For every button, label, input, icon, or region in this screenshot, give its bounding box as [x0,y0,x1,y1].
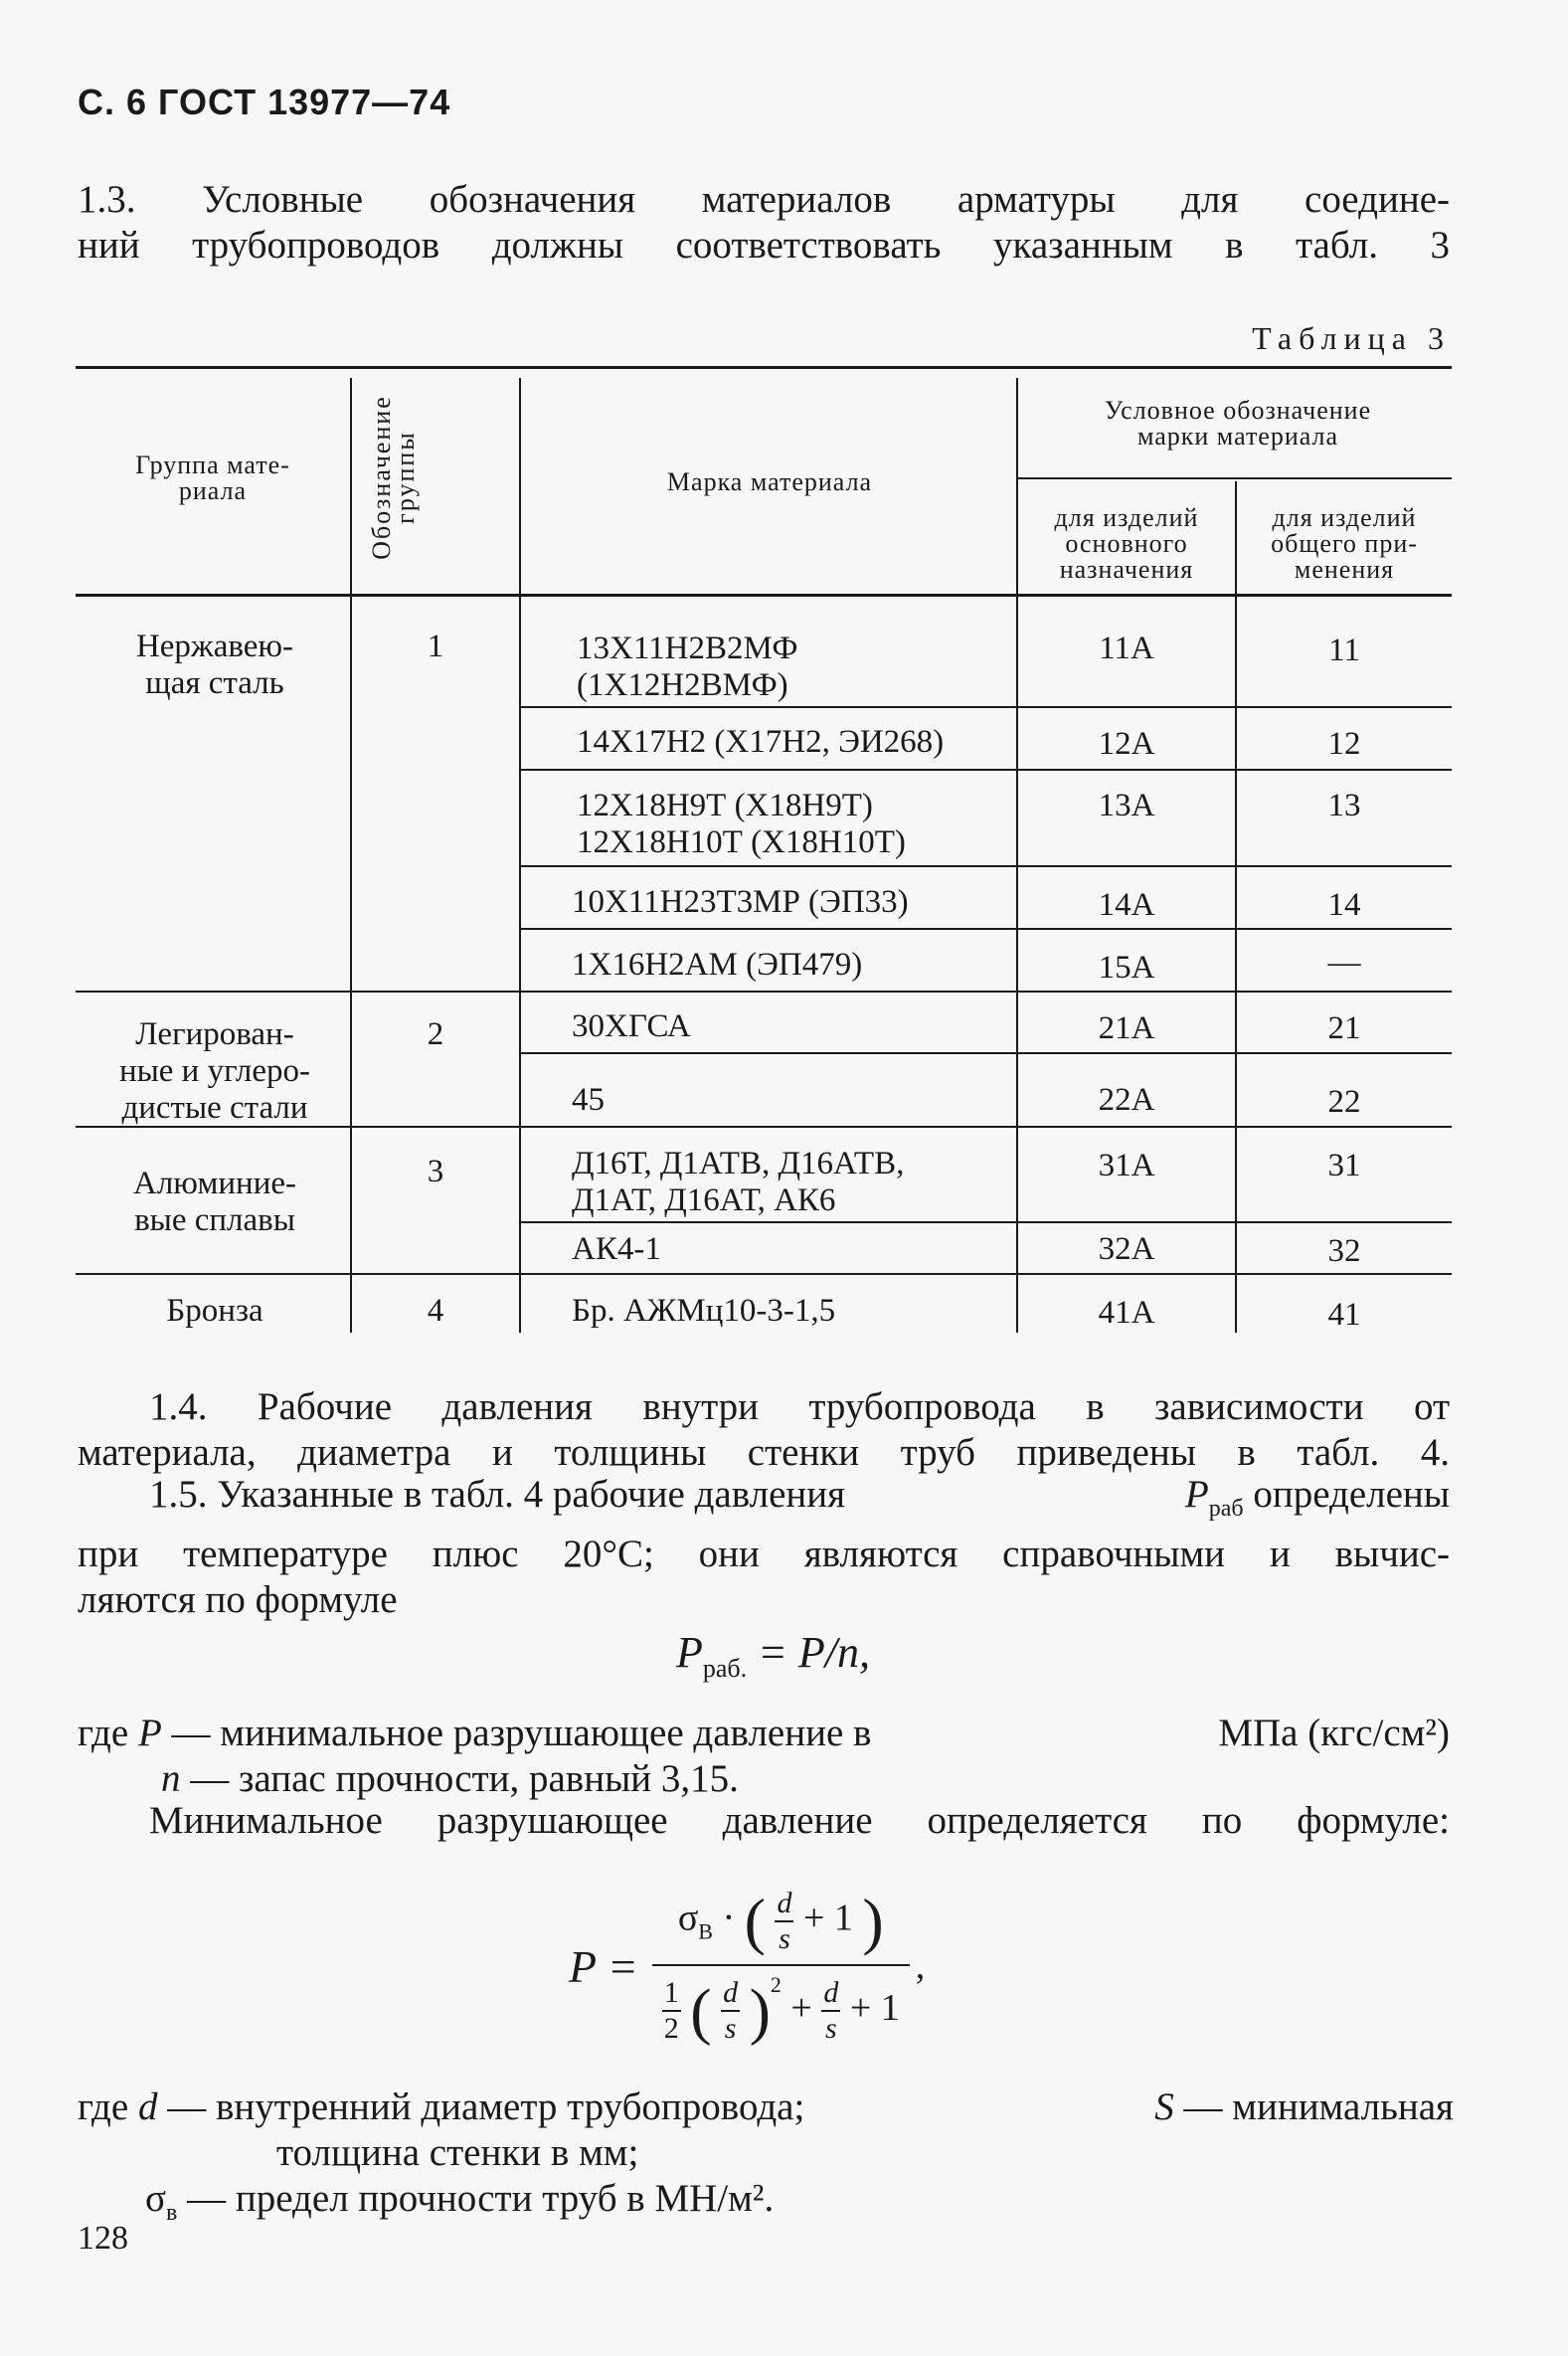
main-code: 21А [1098,1010,1155,1046]
group-name [80,1016,350,1127]
row-rule [521,706,1016,708]
standard-code: ГОСТ 13977—74 [158,82,451,122]
brand-line: 1Х16Н2АМ (ЭП479) [572,947,863,983]
row-rule [521,1052,1452,1054]
where-line [78,2084,1454,2130]
group-name-line: Нержавею- [135,629,294,664]
dot: · [722,1897,736,1939]
d-over-s [775,1887,793,1956]
frac-num: d [721,1976,740,2012]
header-line: Условное обозначение [1104,396,1372,425]
row-rule [1237,928,1452,930]
where-lead: где [78,2085,129,2128]
general-code: 41 [1327,1297,1361,1333]
row-rule [521,1221,1452,1223]
header-line: общего при- [1271,529,1418,558]
symbol-n: n [161,1757,181,1800]
paren-close: ) [862,1886,884,1956]
group-name-line: Алюминие- [132,1166,297,1201]
brand-line: Д16Т, Д1АТВ, Д16АТВ, [572,1146,905,1181]
group-name-line: Легирован- [135,1016,294,1052]
main-code: 11А [1099,631,1154,666]
frac-den: 2 [663,2012,679,2046]
where-line [78,1756,1450,1802]
brand-line: (1Х12Н2ВМФ) [577,667,788,703]
header-line: менения [1294,555,1395,584]
col-rule-2 [519,378,521,1333]
group-name-line: ные и углеро- [118,1053,311,1089]
def-p: — минимальное разрушающее давление в [171,1712,872,1754]
header-group [86,453,340,504]
header-line: риала [178,476,248,505]
paragraph-line: ляются по формуле [78,1577,398,1621]
where-text [78,1711,871,1756]
where-block-1 [78,1711,1450,1802]
main-code: 31А [1098,1148,1155,1183]
row-rule [1237,769,1452,771]
paragraph-line: 1.3. Условные обозначения материалов арматуры для соедине- [78,178,1450,221]
formula-lhs: P [676,1628,703,1677]
brand-line: Бр. АЖМц10-3-1,5 [572,1293,836,1329]
p-rab-sub: раб [1208,1495,1244,1522]
main-numerator [652,1885,910,1966]
table-row-brand [572,1293,1014,1330]
paragraph-text: определены [1253,1473,1450,1516]
d-over-s [721,1976,740,2046]
where-lead: где [78,1712,129,1754]
symbol-p: P [137,1712,162,1754]
paragraph-min-pressure [149,1798,1450,1844]
group-code: 3 [427,1154,444,1189]
paragraph-text: 1.5. Указанные в табл. 4 рабочие давления [149,1473,846,1516]
general-code: 13 [1327,788,1361,823]
row-rule [1018,865,1235,867]
paragraph-line: 1.4. Рабочие давления внутри трубопровода в зависимости от [149,1385,1450,1428]
group-rule [76,1273,1452,1275]
group-code: 4 [427,1293,444,1329]
d-over-s [821,1976,840,2046]
paren-open: ( [744,1886,766,1956]
brand-line: 30ХГСА [572,1008,691,1044]
header-conditional [1024,398,1452,450]
brand-line: 12Х18Н9Т (Х18Н9Т) [577,788,873,823]
formula-sub: раб. [702,1653,748,1683]
formula-working-pressure [676,1627,870,1684]
paragraph-1-5 [78,1472,1450,1623]
group-name-line: дистые стали [121,1090,308,1126]
table-row-brand [572,884,1014,921]
paren-open: ( [690,1975,712,2047]
square: 2 [770,1972,782,1997]
general-code: 21 [1327,1010,1361,1046]
row-rule [1237,865,1452,867]
group-name [80,1293,350,1330]
paragraph-line: ний трубопроводов должны соответствовать указанным в табл. 3 [78,224,1450,267]
general-code: 32 [1327,1233,1361,1269]
frac-den: s [779,1922,790,1955]
header-main [1020,505,1233,583]
group-code: 2 [427,1016,444,1052]
brand-line: 10Х11Н23Т3МР (ЭП33) [572,884,909,920]
frac-num: 1 [662,1976,681,2012]
row-rule [521,928,1016,930]
sigma-sub: в [166,2199,178,2226]
row-rule [1018,769,1235,771]
main-fraction [652,1885,910,2048]
group-name-line: щая сталь [145,665,284,701]
header-line: назначения [1059,555,1194,584]
frac-num: d [775,1887,793,1922]
def-d: — внутренний диаметр трубопровода; [167,2085,805,2128]
where-line [78,2176,1454,2236]
symbol-sigma: σ [145,2177,167,2220]
group-code: 1 [427,629,444,664]
row-rule [521,865,1016,867]
main-code: 15А [1098,950,1155,986]
header-line: группы [391,431,420,524]
brand-line: 13Х11Н2В2МФ [577,631,798,666]
paragraph-line [78,1472,1450,1532]
sigma-sub: В [698,1918,713,1944]
group-name [80,629,350,702]
group-rule [76,991,1452,993]
formula-rhs: = P/n, [758,1628,870,1677]
header-designation [367,363,420,592]
header-line: марки материала [1136,422,1339,451]
p-rab-base: P [1184,1473,1209,1516]
def-units: МПа (кгс/см²) [1218,1712,1450,1754]
sigma-symbol: σ [677,1897,699,1939]
table-row-brand [572,1146,1014,1219]
one-half [662,1976,681,2046]
general-code: — [1327,945,1361,981]
brand-line: АК4-1 [572,1231,661,1267]
table-caption: Таблица 3 [1252,320,1451,356]
paragraph-1-4 [78,1384,1450,1476]
group-name-line: вые сплавы [134,1202,295,1238]
formula-tail: , [915,1945,926,1988]
row-rule [1018,928,1235,930]
table-row-brand [577,788,1014,861]
main-code: 12А [1098,726,1155,762]
paragraph-line: при температуре плюс 20°С; они являются справочными и вычис- [78,1532,1450,1575]
general-code: 11 [1328,633,1360,668]
main-code: 14А [1098,887,1155,923]
where-text [1154,2084,1454,2130]
header-sub-rule [1016,477,1452,479]
table-row-brand [572,1008,1014,1045]
header-line: основного [1065,529,1188,558]
row-rule [1018,706,1235,708]
header-line: для изделий [1272,503,1417,532]
paragraph-line: Минимальное разрушающее давление определяется по формуле: [149,1799,1450,1842]
table-row-brand [572,947,1014,984]
plus-one: + 1 [849,1987,900,2029]
header-general [1239,505,1450,583]
main-code: 41А [1098,1295,1155,1331]
table-row-brand [572,1231,1014,1268]
frac-num: d [821,1976,840,2012]
symbol-d: d [137,2085,158,2128]
header-line: для изделий [1054,503,1199,532]
formula2-lhs: P = [569,1940,638,1992]
plus-one: + 1 [802,1897,853,1939]
general-code: 31 [1327,1148,1361,1183]
header-line: Обозначение [367,395,396,560]
brand-line: Д1АТ, Д16АТ, АК6 [572,1182,836,1218]
formula-min-pressure [569,1885,925,2048]
main-code: 13А [1098,788,1155,823]
general-code: 12 [1327,726,1361,762]
where-text [78,2084,804,2130]
brand-line: 45 [572,1082,605,1118]
def-s: — минимальная [1183,2085,1454,2128]
header-brand: Марка материала [666,467,873,496]
col-rule-3 [1016,378,1018,1333]
group-name [80,1166,350,1239]
row-rule [1237,706,1452,708]
header-line: Группа мате- [135,451,290,479]
paragraph-line: материала, диаметра и толщины стенки труб приведены в табл. 4. [78,1431,1450,1474]
brand-line: 12Х18Н10Т (Х18Н10Т) [577,824,906,860]
where-block-2 [78,2084,1454,2236]
where-line: толщина стенки в мм; [276,2131,639,2174]
table-row-brand [572,1082,1014,1119]
where-line [78,1711,1450,1756]
page-number: 128 [78,2220,128,2257]
frac-den: s [824,2012,837,2046]
main-code: 22А [1098,1082,1155,1118]
main-code: 32А [1098,1231,1155,1267]
row-rule [521,769,1016,771]
general-code: 14 [1327,887,1361,923]
def-sigma: — предел прочности труб в МН/м². [187,2177,775,2220]
plus: + [790,1987,812,2029]
symbol-s: S [1154,2085,1174,2128]
table-row-brand [577,724,1014,761]
frac-den: s [724,2012,737,2046]
header-bottom-rule [76,594,1452,597]
p-rab-symbol [1185,1472,1450,1532]
table-top-rule [76,366,1452,369]
paren-close: ) [749,1975,771,2047]
group-name-line: Бронза [166,1293,263,1329]
def-n: — запас прочности, равный 3,15. [190,1757,739,1800]
brand-line: 14Х17Н2 (Х17Н2, ЭИ268) [577,724,945,760]
main-denominator [652,1966,910,2048]
page-label: С. 6 [78,82,148,122]
general-code: 22 [1327,1084,1361,1120]
table-row-brand [577,631,1014,704]
